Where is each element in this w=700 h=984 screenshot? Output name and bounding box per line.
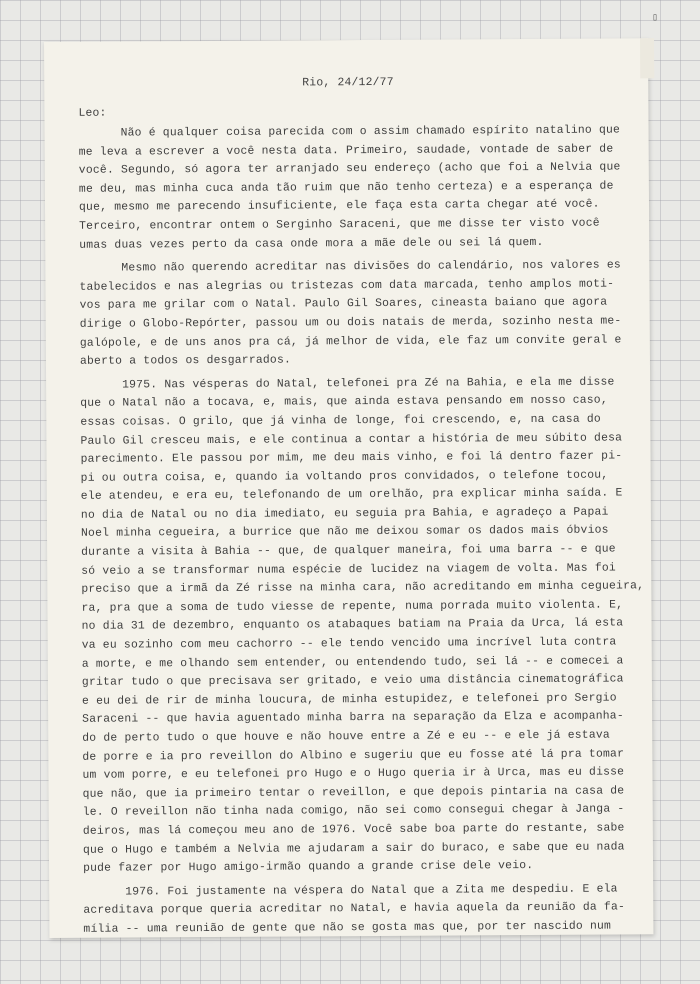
text-line: 1975. Nas vésperas do Natal, telefonei pra Zé na Bahia, e ela me disse	[122, 376, 615, 392]
folded-corner	[640, 38, 654, 78]
letter-date: Rio, 24/12/77	[302, 76, 394, 90]
text-line: Terceiro, encontrar ontem o Serginho Saraceni, que me disse ter visto você	[79, 217, 600, 233]
text-line: só veio a se transformar numa espécie de lucidez na viagem de volta. Mas foi	[81, 562, 616, 578]
text-line: mília -- uma reunião de gente que não se gosta mas que, por ter nascido num	[83, 920, 612, 936]
text-line: gritar tudo o que precisava ser gritado, e veio uma distância cinematográfica	[81, 673, 624, 689]
text-line: que o Natal não a tocava, e, mais, que ainda estava pensando em nosso caso,	[80, 394, 608, 411]
letter-paragraph	[79, 121, 636, 255]
letter-paragraph	[79, 257, 636, 372]
letter-paragraphs	[78, 121, 645, 939]
text-line: ra, pra que a soma de tudo viesse de repente, numa porrada muito violenta. E,	[81, 599, 624, 615]
text-line: no dia 31 de dezembro, enquanto os atabaques batiam na Praia da Urca, lá esta	[81, 617, 624, 634]
text-line: le. O reveillon não tinha nada comigo, não sei como consegui chegar à Janga -	[82, 803, 625, 820]
text-line: durante a visita à Bahia -- que, de qualquer maneira, foi uma barra -- e que	[81, 543, 616, 559]
letter-sheet	[44, 38, 653, 938]
letter-paragraph	[83, 880, 639, 939]
text-line: que o Hugo e também a Nelvia me ajudaram a sair do buraco, e sabe que eu nada	[82, 841, 625, 857]
text-line: deiros, mas lá começou meu ano de 1976. Você sabe boa parte do restante, sabe	[82, 822, 625, 838]
text-line: e eu dei de rir de minha loucura, de minha estupidez, e telefonei pro Sergio	[81, 692, 617, 708]
text-line: parecimento. Ele passou por mim, me deu mais vinho, e foi lá dentro fazer pi-	[80, 450, 623, 466]
text-line: vos para me grilar com o Natal. Paulo Gil Soares, cineasta baiano que agora	[79, 296, 608, 313]
letter-body	[78, 72, 645, 944]
text-line: umas duas vezes perto da casa onde mora a mãe dele ou sei lá quem.	[79, 236, 544, 252]
text-line: tabelecidos e nas alegrias ou tristezas com data marcada, tenho amplos moti-	[79, 278, 615, 294]
text-line: pi ou outra coisa, e, quando ia voltando pros convidados, o telefone tocou,	[80, 469, 609, 485]
text-line: aberto a todos os desgarrados.	[79, 354, 292, 368]
text-line: no dia de Natal ou no dia imediato, eu seguia pra Bahia, e agradeço a Papai	[80, 506, 609, 522]
text-line: de porre e ia pro reveillon do Albino e sugeriu que eu fosse até lá pra tomar	[82, 748, 625, 764]
text-line: me leva a escrever a você nesta data. Primeiro, saudade, vontade de saber de	[78, 143, 614, 159]
letter-paragraph	[80, 373, 645, 878]
text-line: Noel minha cegueira, a burrice que não me deixou somar os dados mais óbvios	[80, 525, 609, 541]
text-line: a morte, e me olhando sem entender, ou entendendo tudo, sei lá -- e comecei a	[81, 655, 624, 671]
text-line: essas coisas. O grilo, que já vinha de longe, foi crescendo, e, na casa do	[80, 413, 601, 429]
text-line: preciso que a irmã da Zé risse na minha cara, não acreditando em minha cegueira,	[81, 580, 645, 597]
text-line: que, mesmo me parecendo insuficiente, ele faça esta carta chegar até você.	[78, 198, 600, 215]
text-line: me deu, mas minha cuca anda tão ruim que não tenho certeza) e a esperança de	[78, 180, 614, 196]
text-line: Paulo Gil cresceu mais, e ele continua a contar a história de meu súbito desa	[80, 431, 623, 448]
text-line: galópole, e de uns anos pra cá, já melhor de vida, ele faz um convite geral e	[79, 334, 622, 350]
text-line: 1976. Foi justamente na véspera do Natal que a Zita me despediu. E ela	[125, 883, 618, 899]
letter-salutation: Leo:	[78, 107, 107, 120]
text-line: va eu sozinho com meu cachorro -- ele tendo vencido uma incrível luta contra	[81, 636, 617, 652]
text-line: você. Segundo, só agora ter arranjado seu endereço (acho que foi a Nelvia que	[78, 161, 621, 177]
text-line: Mesmo não querendo acreditar nas divisões do calendário, nos valores es	[121, 259, 621, 275]
text-line: dirige o Globo-Repórter, passou um ou dois natais de merda, sozinho nesta me-	[79, 315, 622, 331]
edge-mark: ▯	[652, 13, 659, 24]
text-line: Não é qualquer coisa parecida com o assim chamado espírito natalino que	[120, 124, 621, 140]
text-line: ele atendeu, e era eu, telefonando de um orelhão, pra explicar minha saída. E	[80, 487, 623, 504]
text-line: acreditava porque queria acreditar no Natal, e havia aquela da reunião da fa-	[83, 901, 626, 918]
text-line: um vom porre, e eu telefonei pro Hugo e o Hugo queria ir à Urca, mas eu disse	[82, 766, 625, 782]
text-line: do de perto tudo o que houve e não houve entre a Zé e eu -- e ele já estava	[82, 729, 610, 745]
text-line: Saraceni -- que havia aguentado minha barra na separação da Elza e acompanha-	[82, 710, 624, 727]
text-line: que não, que ia primeiro tentar o reveillon, e que depois pintaria na casa de	[82, 785, 625, 801]
text-line: pude fazer por Hugo amigo-irmão quando a grande crise dele veio.	[83, 860, 534, 875]
